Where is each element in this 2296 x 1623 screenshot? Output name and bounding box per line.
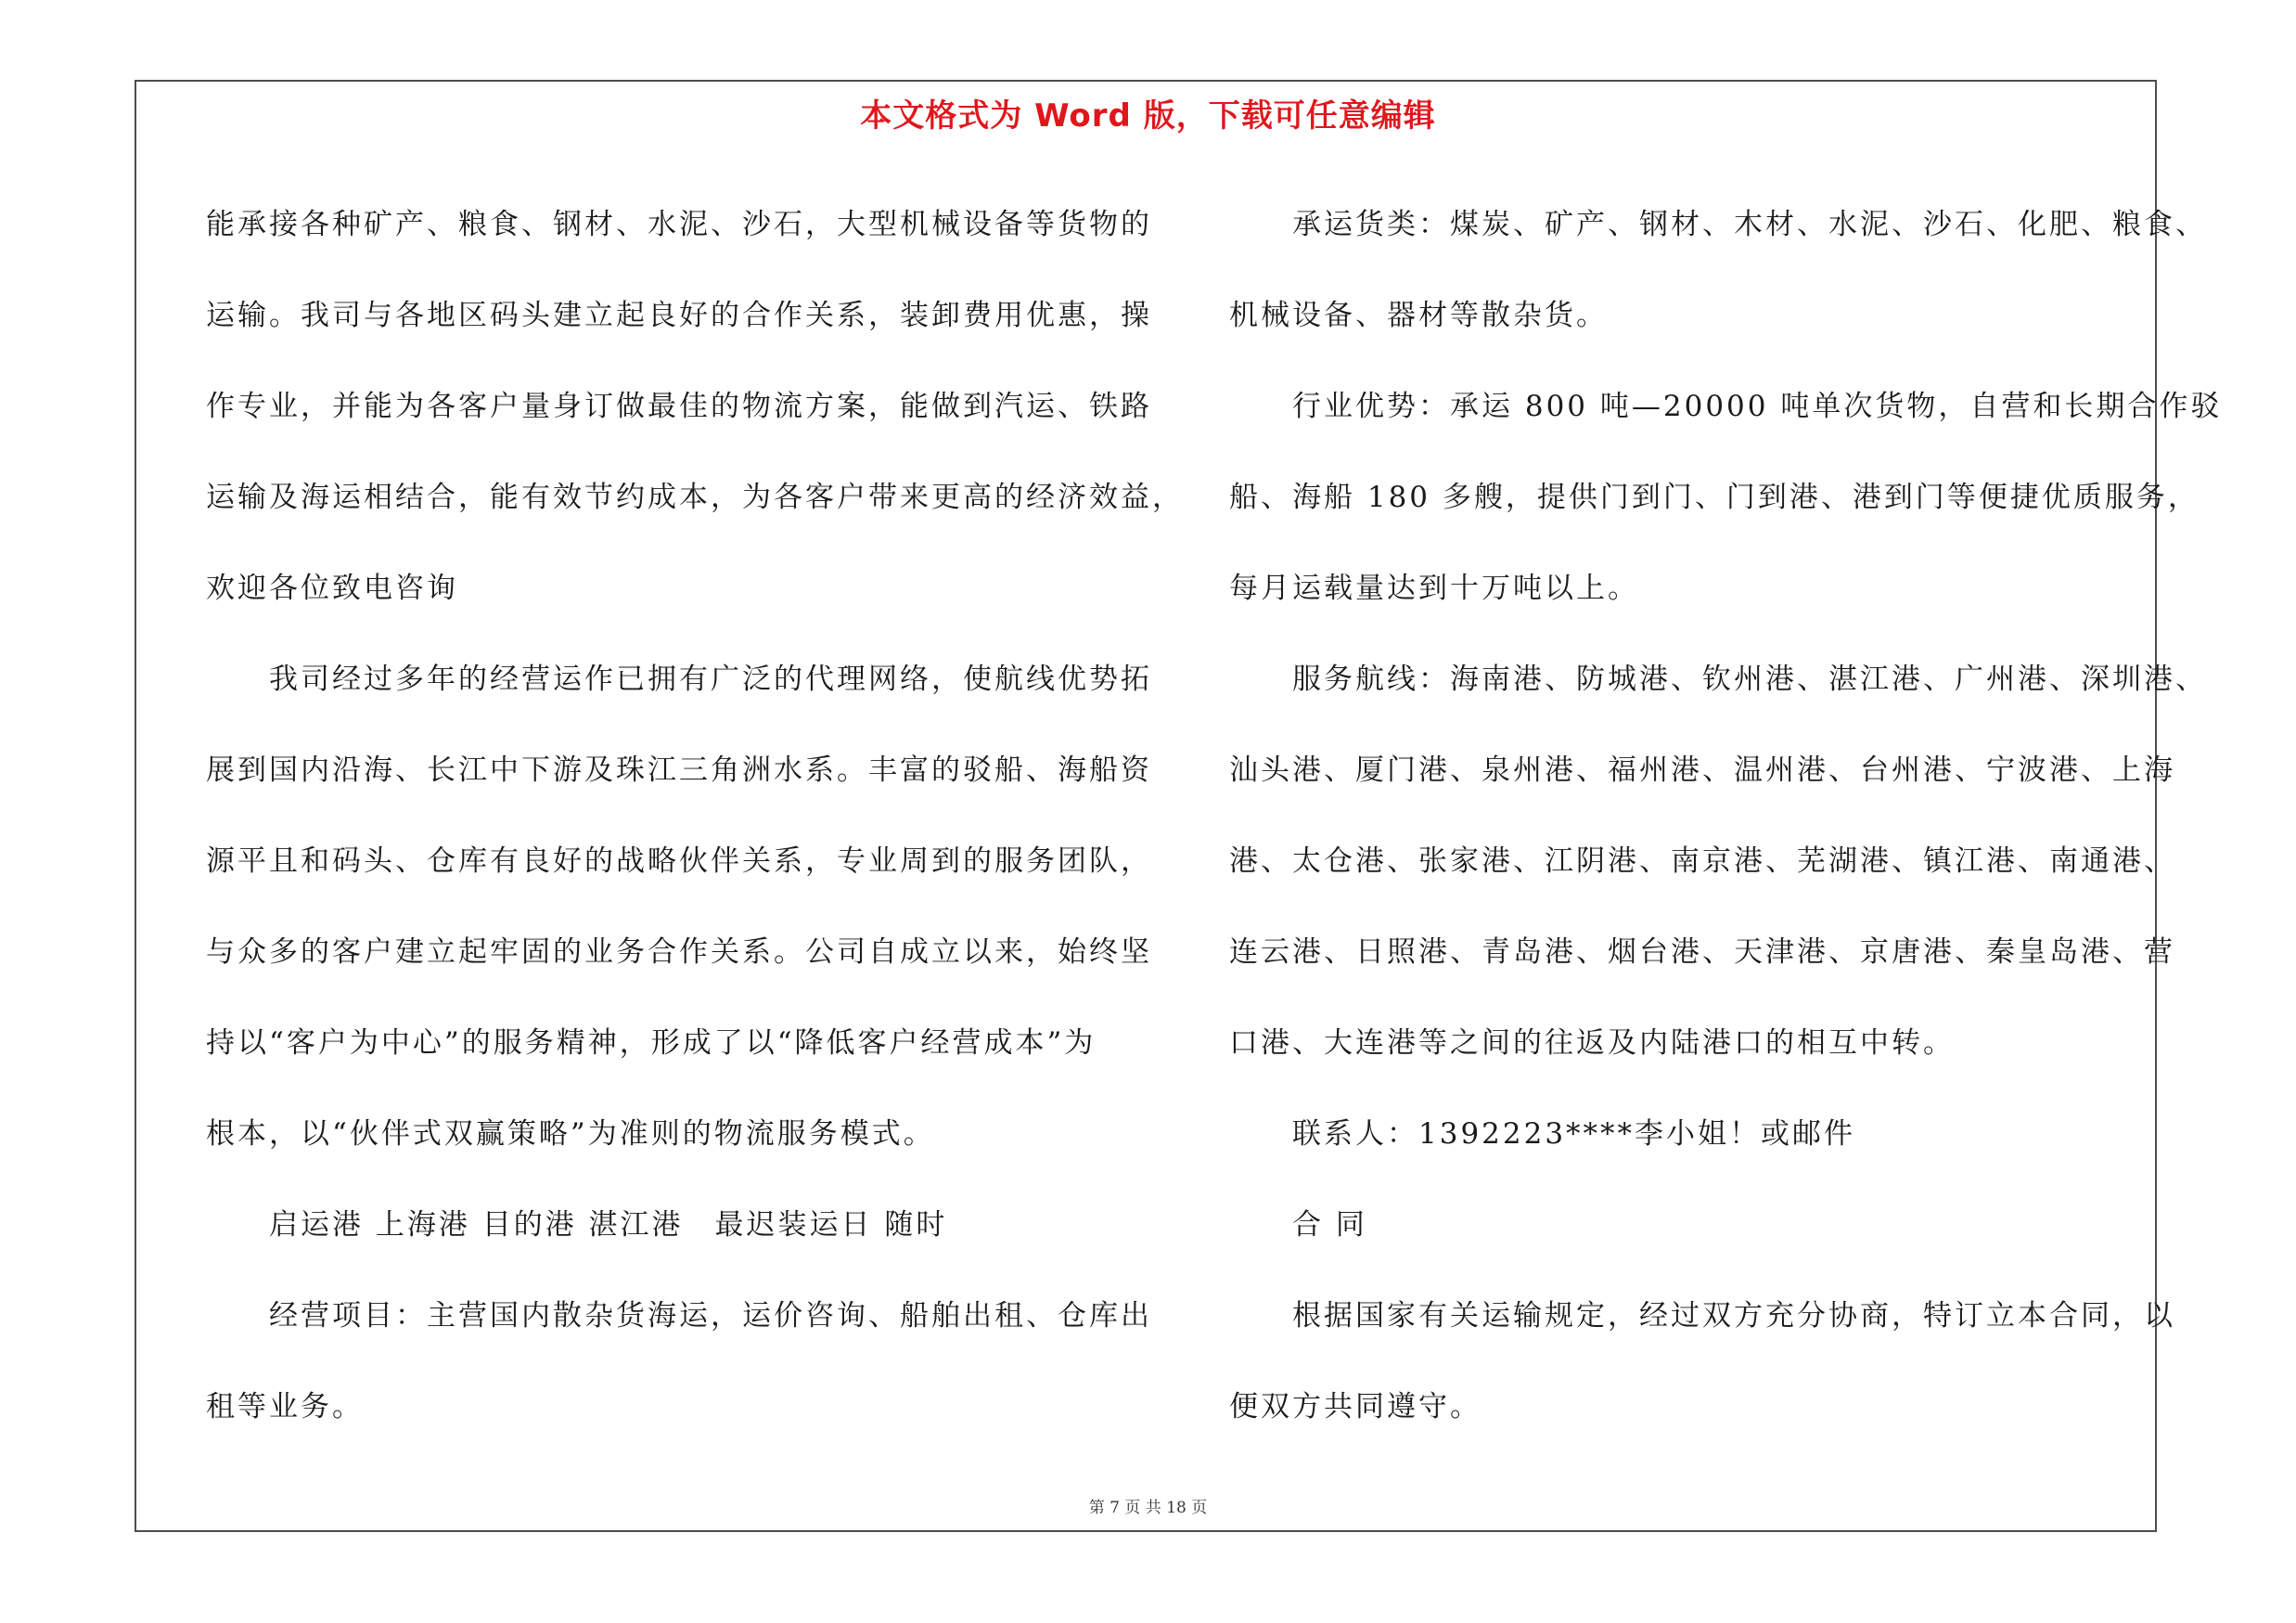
right-text-line: 联系人：1392223****李小姐！或邮件 (1229, 1117, 1856, 1151)
right-text-line: 港、太仓港、张家港、江阴港、南京港、芜湖港、镇江港、南通港、 (1229, 844, 2175, 878)
right-text-line: 根据国家有关运输规定，经过双方充分协商，特订立本合同，以 (1229, 1299, 2175, 1333)
left-text-line: 持以“客户为中心”的服务精神，形成了以“降低客户经营成本”为 (206, 1026, 1097, 1060)
left-text-line: 与众多的客户建立起牢固的业务合作关系。公司自成立以来，始终坚 (206, 935, 1152, 969)
left-text-line: 运输。我司与各地区码头建立起良好的合作关系，装卸费用优惠，操 (206, 299, 1152, 332)
left-text-line: 运输及海运相结合，能有效节约成本，为各客户带来更高的经济效益， (206, 481, 1184, 514)
right-text-line: 承运货类：煤炭、矿产、钢材、木材、水泥、沙石、化肥、粮食、 (1229, 208, 2207, 241)
left-text-line: 展到国内沿海、长江中下游及珠江三角洲水系。丰富的驳船、海船资 (206, 754, 1152, 787)
left-text-line: 作专业，并能为各客户量身订做最佳的物流方案，能做到汽运、铁路 (206, 390, 1152, 423)
left-text-line: 能承接各种矿产、粮食、钢材、水泥、沙石，大型机械设备等货物的 (206, 208, 1152, 241)
right-text-line: 便双方共同遵守。 (1229, 1390, 1481, 1423)
left-text-line: 启运港 上海港 目的港 湛江港 最迟装运日 随时 (206, 1208, 948, 1242)
right-text-line: 行业优势：承运 800 吨—20000 吨单次货物，自营和长期合作驳 (1229, 390, 2223, 423)
right-text-line: 船、海船 180 多艘，提供门到门、门到港、港到门等便捷优质服务， (1229, 481, 2200, 514)
right-text-line: 机械设备、器材等散杂货。 (1229, 299, 1608, 332)
right-text-line: 汕头港、厦门港、泉州港、福州港、温州港、台州港、宁波港、上海 (1229, 754, 2175, 787)
right-text-line: 连云港、日照港、青岛港、烟台港、天津港、京唐港、秦皇岛港、营 (1229, 935, 2175, 969)
left-text-line: 根本，以“伙伴式双赢策略”为准则的物流服务模式。 (206, 1117, 935, 1151)
right-text-line: 合 同 (1229, 1208, 1367, 1242)
left-text-line: 租等业务。 (206, 1390, 364, 1423)
right-text-line: 服务航线：海南港、防城港、钦州港、湛江港、广州港、深圳港、 (1229, 663, 2207, 696)
left-text-line: 源平且和码头、仓库有良好的战略伙伴关系，专业周到的服务团队， (206, 844, 1152, 878)
right-text-line: 每月运载量达到十万吨以上。 (1229, 572, 1639, 605)
format-notice-banner: 本文格式为 Word 版，下载可任意编辑 (860, 97, 1436, 135)
left-text-line: 我司经过多年的经营运作已拥有广泛的代理网络，使航线优势拓 (206, 663, 1152, 696)
left-text-line: 欢迎各位致电咨询 (206, 572, 458, 605)
right-column (1229, 179, 2264, 1452)
left-text-line: 经营项目：主营国内散杂货海运，运价咨询、船舶出租、仓库出 (206, 1299, 1152, 1333)
left-column (206, 179, 1184, 1452)
right-text-line: 口港、大连港等之间的往返及内陆港口的相互中转。 (1229, 1026, 1955, 1060)
page-number-footer: 第 7 页 共 18 页 (1088, 1499, 1208, 1517)
